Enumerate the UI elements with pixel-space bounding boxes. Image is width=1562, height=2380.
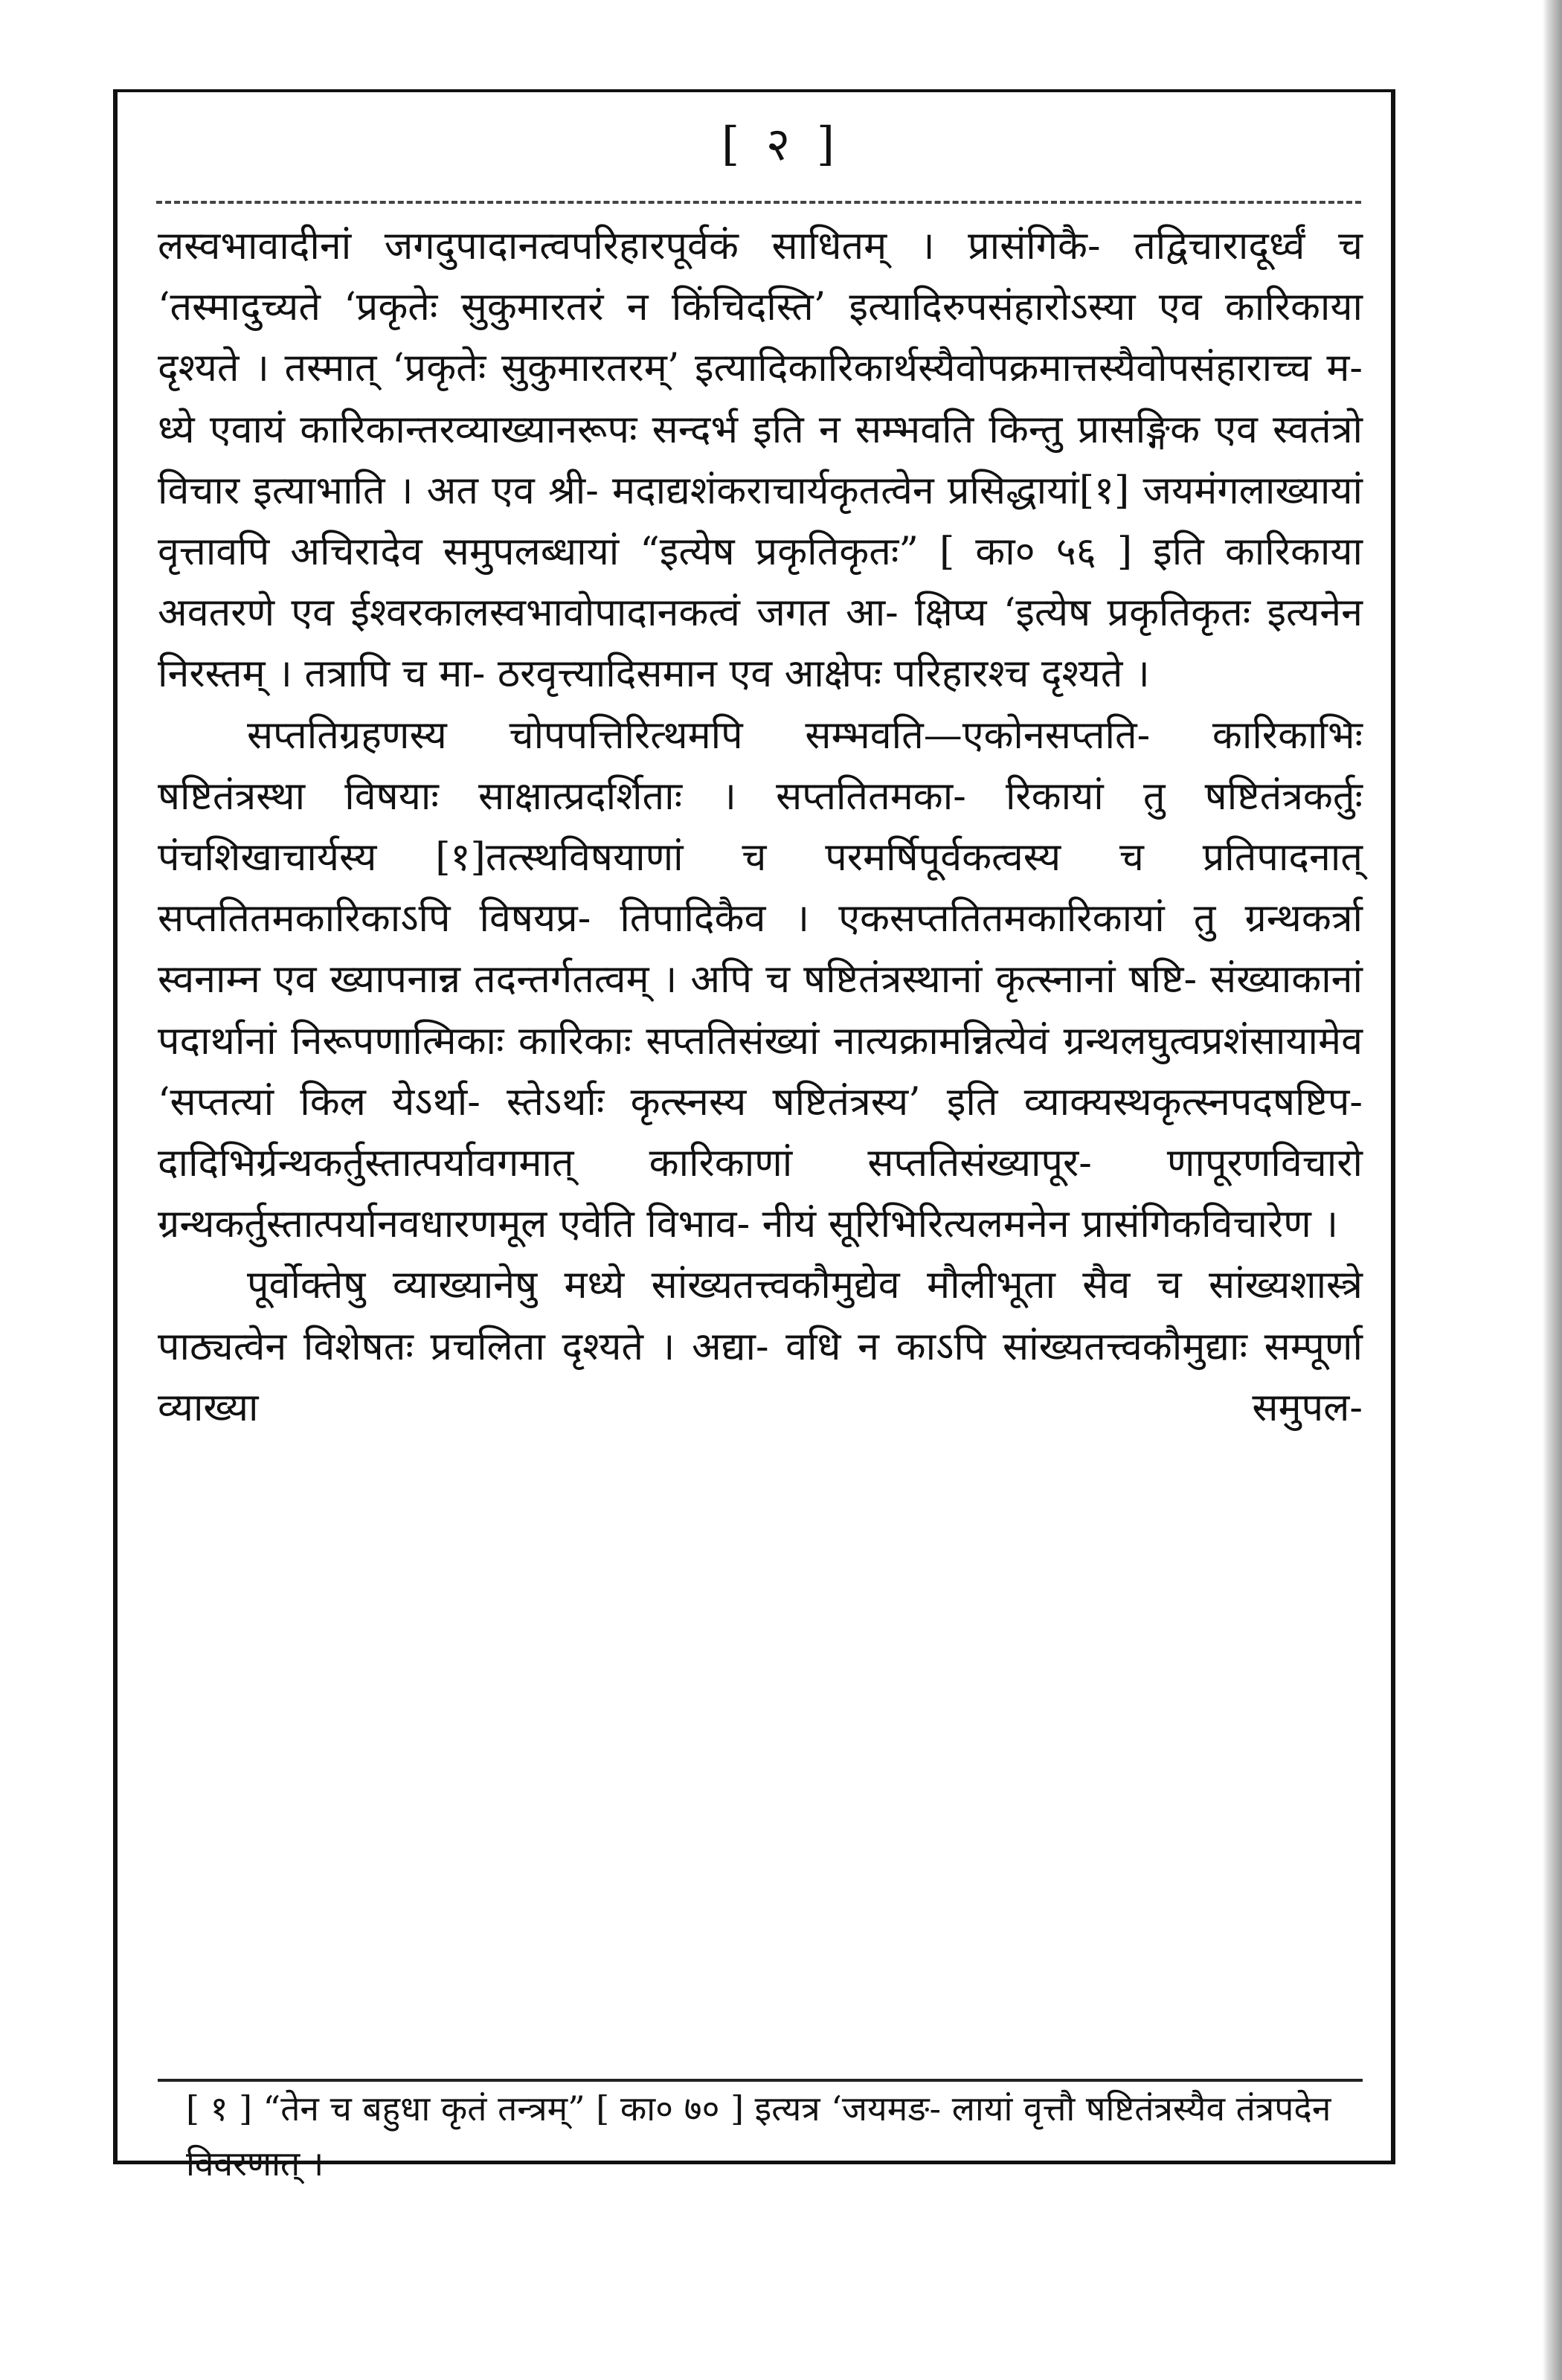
paragraph-2: सप्ततिग्रहणस्य चोपपत्तिरित्थमपि सम्भवति—एकोनसप्तति- कारिकाभिः षष्टितंत्रस्था विषयाः साक्षात्प्रदर्शिताः । सप्ततितमका- रिकायां तु षष्टितंत्रकर्तुः पंचशिखाचार्यस्य [१]तत्स्थविषयाणां च परमर्षिपूर्वकत्वस्य च प्रतिपादनात् सप्ततितमकारिकाऽपि विषयप्र- तिपादिकैव । एकसप्ततितमकारिकायां तु ग्रन्थकर्त्रा स्वनाम्न एव ख्यापनान्न तदन्तर्गतत्वम् । अपि च षष्टितंत्रस्थानां कृत्स्नानां षष्टि- संख्याकानां पदार्थानां निरूपणात्मिकाः कारिकाः सप्ततिसंख्यां नात्यक्रामन्नित्येवं ग्रन्थलघुत्वप्रशंसायामेव ‘सप्तत्यां किल येऽर्था- स्तेऽर्थाः कृत्स्नस्य षष्टितंत्रस्य’ इति व्याक्यस्थकृत्स्नपदषष्टिप- दादिभिर्ग्रन्थकर्तुस्तात्पर्यावगमात् कारिकाणां सप्ततिसंख्यापूर- णापूरणविचारो ग्रन्थकर्तुस्तात्पर्यानवधारणमूल एवेति विभाव- नीयं सूरिभिरित्यलमनेन प्रासंगिकविचारेण । [158, 713, 1363, 1247]
page-number: [ २ ] [721, 117, 841, 171]
header-dashed-rule [156, 201, 1361, 204]
main-text-body [158, 216, 1363, 1438]
footnote: [ १ ] “तेन च बहुधा कृतं तन्त्रम्” [ का० ७० ] इत्यत्र ‘जयमङ- लायां वृत्तौ षष्टितंत्रस्यैव तंत्रपदेन विवरणात् । [186, 2088, 1331, 2184]
paragraph-1: लस्वभावादीनां जगदुपादानत्वपरिहारपूर्वकं साधितम् । प्रासंगिकै- तद्विचारादूर्ध्वं च ‘तस्मादुच्यते ‘प्रकृतेः सुकुमारतरं न किंचिदस्ति’ इत्यादिरुपसंहारोऽस्या एव कारिकाया दृश्यते । तस्मात् ‘प्रकृतेः सुकुमारतरम्’ इत्यादिकारिकार्थस्यैवोपक्रमात्तस्यैवोपसंहाराच्च म- ध्ये एवायं कारिकान्तरव्याख्यानरूपः सन्दर्भ इति न सम्भवति किन्तु प्रासङ्गिक एव स्वतंत्रो विचार इत्याभाति । अत एव श्री- मदाद्यशंकराचार्यकृतत्वेन प्रसिद्धायां[१] जयमंगलाख्यायां वृत्तावपि अचिरादेव समुपलब्धायां “इत्येष प्रकृतिकृतः” [ का० ५६ ] इति कारिकाया अवतरणे एव ईश्वरकालस्वभावोपादानकत्वं जगत आ- क्षिप्य ‘इत्येष प्रकृतिकृतः इत्यनेन निरस्तम् । तत्रापि च मा- ठरवृत्त्यादिसमान एव आक्षेपः परिहारश्च दृश्यते । [158, 224, 1363, 697]
scanned-page-edge [1543, 0, 1562, 2380]
paragraph-3: पूर्वोक्तेषु व्याख्यानेषु मध्ये सांख्यतत्त्वकौमुद्येव मौलीभूता सैव च सांख्यशास्त्रे पाठ्यत्वेन विशेषतः प्रचलिता दृश्यते । अद्या- वधि न काऽपि सांख्यतत्त्वकौमुद्याः सम्पूर्णा व्याख्या समुपल- [158, 1263, 1363, 1430]
